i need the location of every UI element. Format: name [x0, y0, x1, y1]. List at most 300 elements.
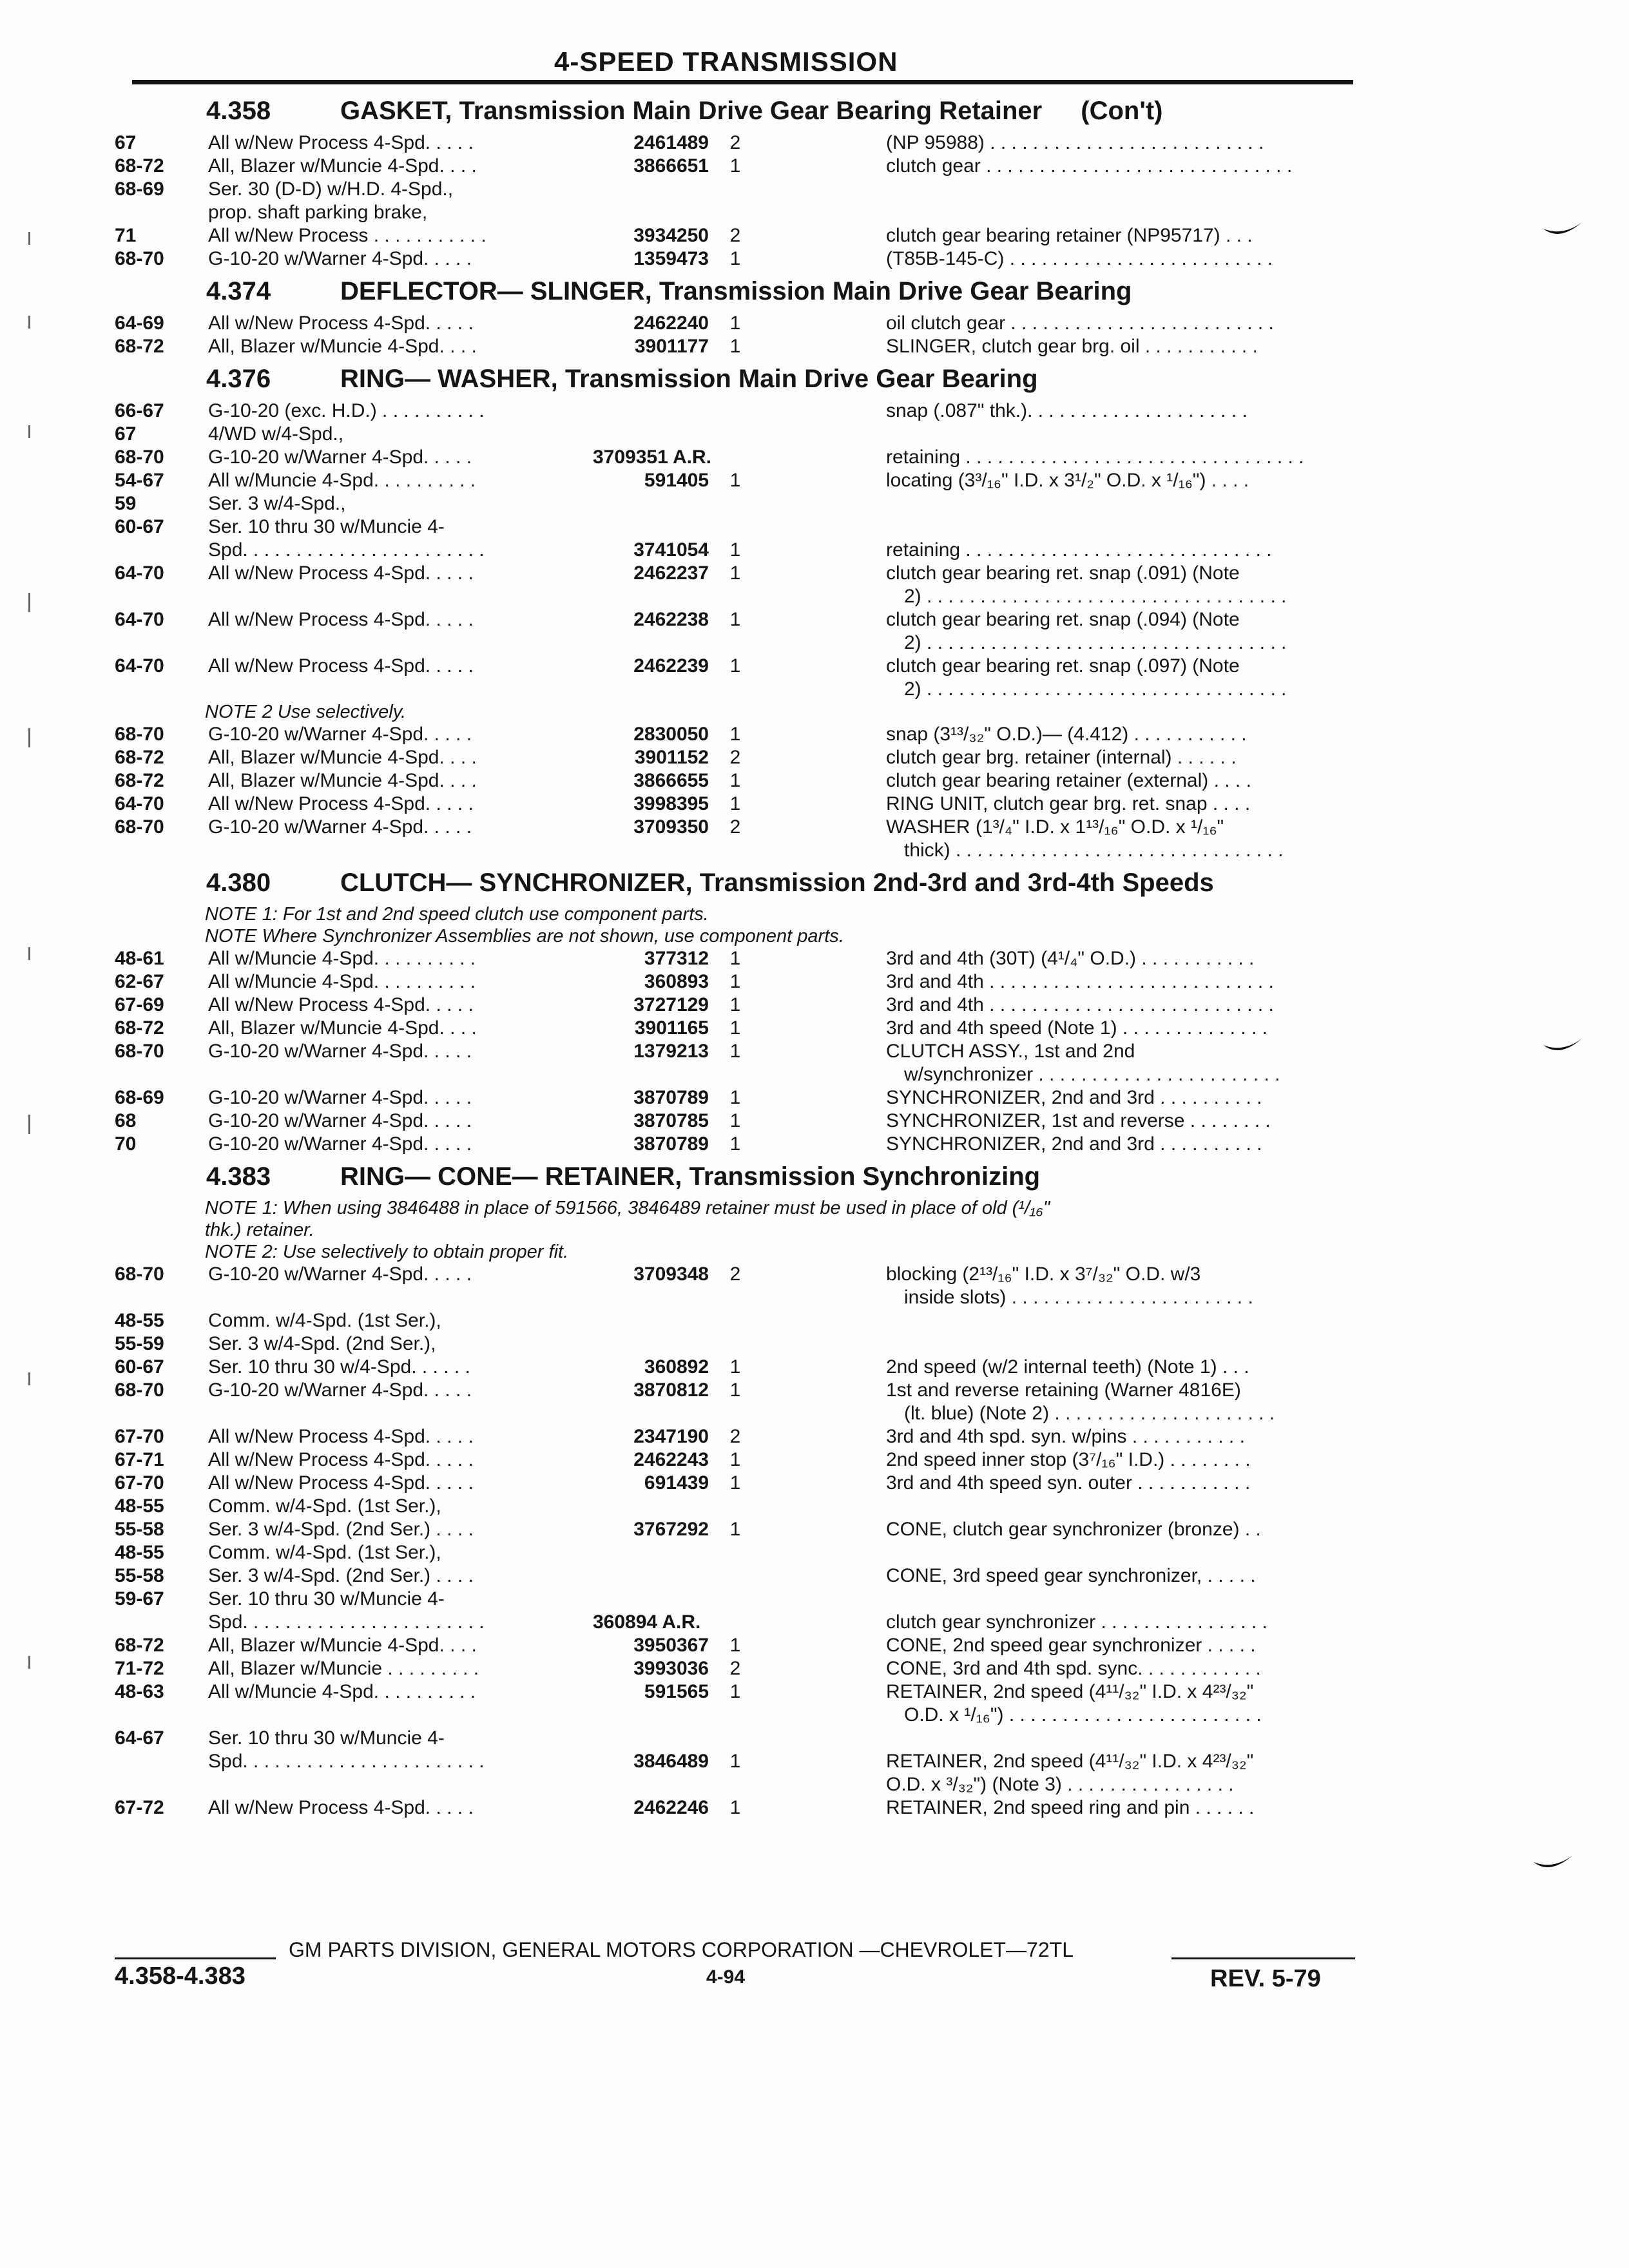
quantity: 1: [729, 1356, 741, 1378]
description: [886, 312, 1353, 335]
table-row: [115, 224, 1358, 247]
table-row: [115, 1448, 1358, 1472]
table-row: [115, 1332, 1358, 1356]
table-row: [115, 1133, 1358, 1156]
model-years: 55-58: [115, 1565, 164, 1586]
quantity: 1: [729, 1635, 741, 1656]
part-number: 691439: [644, 1472, 709, 1494]
application-line: Ser. 30 (D-D) w/H.D. 4-Spd.,: [208, 178, 454, 200]
table-row: [115, 515, 1358, 539]
margin-check-mark: [1543, 1039, 1582, 1057]
table-row: [115, 655, 1358, 701]
part-number: 3870785: [633, 1110, 709, 1131]
model-years: 68-70: [115, 1041, 164, 1062]
model-years: 68-69: [115, 1087, 164, 1108]
description-line: thick) . . . . . . . . . . . . . . . . . . . . . . . . . . . . . . .: [904, 840, 1284, 861]
model-years: 68-70: [115, 724, 164, 745]
section-title-text: RING— WASHER, Transmission Main Drive Gear Bearing: [340, 365, 1038, 393]
table-row: [115, 1634, 1358, 1657]
table-row: [115, 1379, 1358, 1425]
quantity: 1: [729, 994, 741, 1015]
description-line: clutch gear . . . . . . . . . . . . . . . . . . . . . . . . . . . . .: [886, 155, 1293, 177]
description: [886, 1472, 1353, 1495]
application-line: G-10-20 w/Warner 4-Spd. . . . .: [208, 1133, 472, 1155]
application-line: All, Blazer w/Muncie 4-Spd. . . .: [208, 1635, 477, 1656]
description-line: retaining . . . . . . . . . . . . . . . . . . . . . . . . . . . . . . . .: [886, 447, 1304, 468]
model-years: 54-67: [115, 470, 164, 491]
application-line: G-10-20 w/Warner 4-Spd. . . . .: [208, 1087, 472, 1108]
quantity: 1: [729, 770, 741, 791]
footer-rule-right: [1171, 1957, 1355, 1959]
quantity: 1: [729, 793, 741, 814]
table-row: [115, 793, 1358, 816]
model-years: 68-70: [115, 447, 164, 468]
section-note: NOTE 1: For 1st and 2nd speed clutch use component parts.: [205, 904, 709, 925]
model-years: 70: [115, 1133, 137, 1155]
description-line: CONE, 3rd and 4th spd. sync. . . . . . . . . . . .: [886, 1658, 1261, 1679]
part-number: 2347190: [633, 1426, 709, 1447]
description-line: 2) . . . . . . . . . . . . . . . . . . . . . . . . . . . . . . . . . .: [904, 586, 1287, 607]
application-line: All w/Muncie 4-Spd. . . . . . . . . .: [208, 470, 476, 491]
description: [886, 1356, 1353, 1379]
part-number: 3993036: [633, 1658, 709, 1679]
part-number: 360892: [644, 1356, 709, 1378]
application-line: All w/New Process 4-Spd. . . . .: [208, 1472, 474, 1494]
description: [886, 793, 1353, 816]
model-years: 67-70: [115, 1426, 164, 1447]
description: [886, 1133, 1353, 1156]
description: [886, 816, 1353, 862]
application-line: All, Blazer w/Muncie 4-Spd. . . .: [208, 747, 477, 768]
application-line: All w/New Process 4-Spd. . . . .: [208, 562, 474, 584]
description-line: clutch gear bearing ret. snap (.097) (Note: [886, 655, 1240, 677]
description: [886, 608, 1353, 655]
scan-mark: [28, 947, 30, 960]
application-line: Spd. . . . . . . . . . . . . . . . . . . . . . .: [208, 1751, 485, 1772]
part-number: 3846489: [633, 1751, 709, 1772]
quantity: 1: [729, 1751, 741, 1772]
description: [886, 562, 1353, 608]
section-heading: [115, 271, 1358, 312]
table-row: [115, 1017, 1358, 1040]
model-years: 59-67: [115, 1588, 164, 1610]
application: [208, 1332, 675, 1356]
table-row: [115, 608, 1358, 655]
quantity: 1: [729, 1087, 741, 1108]
description-line: CONE, 2nd speed gear synchronizer . . . . .: [886, 1635, 1256, 1656]
application-line: G-10-20 w/Warner 4-Spd. . . . .: [208, 447, 472, 468]
application-line: All, Blazer w/Muncie 4-Spd. . . .: [208, 770, 477, 791]
footer-revision: REV. 5-79: [1210, 1965, 1321, 1992]
application-line: All w/Muncie 4-Spd. . . . . . . . . .: [208, 971, 476, 992]
description-line: CONE, 3rd speed gear synchronizer, . . . . .: [886, 1565, 1256, 1586]
description-line: 2) . . . . . . . . . . . . . . . . . . . . . . . . . . . . . . . . . .: [904, 678, 1287, 700]
part-number: 3901165: [634, 1017, 709, 1039]
description: [886, 655, 1353, 701]
model-years: 60-67: [115, 1356, 164, 1378]
application-line: G-10-20 (exc. H.D.) . . . . . . . . . .: [208, 400, 485, 421]
part-number: 3866655: [633, 770, 709, 791]
description-line: clutch gear bearing retainer (NP95717) . . .: [886, 225, 1253, 246]
quantity: 1: [729, 155, 741, 177]
description: [886, 469, 1353, 492]
quantity: 1: [729, 1379, 741, 1401]
quantity: 1: [729, 655, 741, 677]
table-row: [115, 1309, 1358, 1332]
description: [886, 1611, 1353, 1634]
model-years: 64-70: [115, 655, 164, 677]
description-line: clutch gear bearing retainer (external) . . . .: [886, 770, 1251, 791]
table-row: [115, 1657, 1358, 1680]
model-years: 68-72: [115, 770, 164, 791]
description: [886, 1040, 1353, 1086]
quantity: 1: [729, 1472, 741, 1494]
part-number: 3709350: [633, 816, 709, 838]
description: [886, 1448, 1353, 1472]
quantity: 2: [729, 132, 741, 153]
table-row: [115, 1495, 1358, 1518]
scan-mark: [28, 232, 30, 245]
table-row: [115, 994, 1358, 1017]
model-years: 67: [115, 132, 137, 153]
header-rule: [132, 80, 1353, 84]
description-line: CLUTCH ASSY., 1st and 2nd: [886, 1041, 1135, 1062]
section-heading: [115, 358, 1358, 399]
section-title: [340, 862, 1214, 903]
description: [886, 1727, 1353, 1796]
model-years: 68-72: [115, 155, 164, 177]
section-title-text: DEFLECTOR— SLINGER, Transmission Main Drive Gear Bearing: [340, 277, 1132, 305]
catalog-section: [115, 271, 1358, 358]
table-row: [115, 312, 1358, 335]
page-title: 4-SPEED TRANSMISSION: [554, 46, 898, 77]
part-number: 1379213: [633, 1041, 709, 1062]
footer-rule-left: [115, 1957, 276, 1959]
section-title: [340, 90, 1162, 131]
application-line: All, Blazer w/Muncie . . . . . . . . .: [208, 1658, 479, 1679]
part-number: 3741054: [633, 539, 709, 561]
section-note: NOTE Where Synchronizer Assemblies are not shown, use component parts.: [205, 926, 844, 947]
description-line: 1st and reverse retaining (Warner 4816E): [886, 1379, 1241, 1401]
description: [886, 994, 1353, 1017]
table-row: [115, 1263, 1358, 1309]
section-continued: (Con't): [1081, 97, 1163, 125]
description-line: SYNCHRONIZER, 1st and reverse . . . . . . . .: [886, 1110, 1271, 1131]
description: [886, 335, 1353, 358]
section-note: NOTE 2: Use selectively to obtain proper fit.: [205, 1242, 569, 1262]
description: [886, 155, 1353, 178]
application-line: All w/New Process 4-Spd. . . . .: [208, 1797, 474, 1818]
table-row: [115, 178, 1358, 224]
application-line: All w/New Process 4-Spd. . . . .: [208, 994, 474, 1015]
quantity: 1: [729, 562, 741, 584]
description-line: blocking (2¹³/₁₆" I.D. x 3⁷/₃₂" O.D. w/3: [886, 1264, 1201, 1285]
table-row: [115, 247, 1358, 271]
catalog-section: [115, 1156, 1358, 1820]
description-line: 3rd and 4th (30T) (4¹/₄" O.D.) . . . . . . . . . . .: [886, 948, 1255, 969]
part-number: 2462243: [633, 1449, 709, 1470]
model-years: 64-70: [115, 562, 164, 584]
footer-page-number: 4-94: [706, 1966, 746, 1988]
section-title: [340, 271, 1132, 312]
model-years: 48-55: [115, 1542, 164, 1563]
model-years: 68-70: [115, 816, 164, 838]
application-line: Ser. 10 thru 30 w/Muncie 4-: [208, 1588, 445, 1610]
model-years: 68-69: [115, 178, 164, 200]
description: [886, 970, 1353, 994]
catalog-section: [115, 90, 1358, 271]
part-number: 2462246: [633, 1797, 709, 1818]
table-row: [115, 1588, 1358, 1611]
description-line: 3rd and 4th speed syn. outer . . . . . . . . . . .: [886, 1472, 1251, 1494]
description-line: 3rd and 4th . . . . . . . . . . . . . . . . . . . . . . . . . . .: [886, 971, 1274, 992]
application-line: Ser. 10 thru 30 w/4-Spd. . . . . .: [208, 1356, 470, 1378]
model-years: 64-69: [115, 312, 164, 334]
section-number: 4.374: [206, 277, 271, 305]
table-row: [115, 746, 1358, 769]
table-row: [115, 335, 1358, 358]
footer-section-range: 4.358-4.383: [115, 1963, 246, 1990]
description: [886, 1564, 1353, 1588]
description-line: inside slots) . . . . . . . . . . . . . . . . . . . . . . .: [904, 1287, 1253, 1308]
application: [208, 1588, 675, 1611]
description: [886, 1657, 1353, 1680]
part-number: 3709348: [633, 1264, 709, 1285]
table-row: [115, 1564, 1358, 1588]
scan-mark: [28, 1115, 30, 1134]
model-years: 68-72: [115, 1017, 164, 1039]
description: [886, 1263, 1353, 1309]
quantity: 1: [729, 539, 741, 561]
scan-mark: [28, 316, 30, 329]
description-line: 2) . . . . . . . . . . . . . . . . . . . . . . . . . . . . . . . . . .: [904, 632, 1287, 653]
description-line: (T85B-145-C) . . . . . . . . . . . . . . . . . . . . . . . . .: [886, 248, 1273, 269]
quantity: 1: [729, 1449, 741, 1470]
part-number: 2462239: [633, 655, 709, 677]
table-row: [115, 1680, 1358, 1727]
description-line: RETAINER, 2nd speed ring and pin . . . . . .: [886, 1797, 1255, 1818]
part-number: 377312: [644, 948, 709, 969]
table-row: [115, 1796, 1358, 1820]
quantity: 1: [729, 312, 741, 334]
description-line: CONE, clutch gear synchronizer (bronze) . .: [886, 1519, 1261, 1540]
model-years: 48-55: [115, 1310, 164, 1331]
margin-check-mark: [1543, 222, 1582, 240]
description: [886, 746, 1353, 769]
section-number: 4.380: [206, 869, 271, 897]
section-title-text: RING— CONE— RETAINER, Transmission Synchronizing: [340, 1162, 1041, 1191]
model-years: 67-71: [115, 1449, 164, 1470]
application: [208, 1495, 675, 1518]
description-line: (lt. blue) (Note 2) . . . . . . . . . . . . . . . . . . . . .: [904, 1403, 1275, 1424]
quantity: 1: [729, 1041, 741, 1062]
application-line: All, Blazer w/Muncie 4-Spd. . . .: [208, 1017, 477, 1039]
quantity: 1: [729, 1519, 741, 1540]
model-years: 64-70: [115, 793, 164, 814]
table-row: [115, 469, 1358, 492]
application-line: G-10-20 w/Warner 4-Spd. . . . .: [208, 724, 472, 745]
model-years: 55-59: [115, 1333, 164, 1354]
model-years: 68-70: [115, 1264, 164, 1285]
model-years: 67: [115, 423, 137, 445]
description-line: retaining . . . . . . . . . . . . . . . . . . . . . . . . . . . . .: [886, 539, 1272, 561]
description-line: snap (3¹³/₃₂" O.D.)— (4.412) . . . . . . . . . . .: [886, 724, 1247, 745]
application-line: Ser. 10 thru 30 w/Muncie 4-: [208, 1727, 445, 1749]
description: [886, 224, 1353, 247]
description-line: SLINGER, clutch gear brg. oil . . . . . . . . . . .: [886, 336, 1258, 357]
model-years: 48-55: [115, 1495, 164, 1517]
quantity: 2: [729, 816, 741, 838]
application-line: Ser. 3 w/4-Spd. (2nd Ser.),: [208, 1333, 436, 1354]
row-note: NOTE 2 Use selectively.: [205, 702, 407, 722]
model-years: 71-72: [115, 1658, 164, 1679]
description: [886, 539, 1353, 562]
description-line: RETAINER, 2nd speed (4¹¹/₃₂" I.D. x 4²³/₃₂": [886, 1751, 1254, 1772]
model-years: 64-67: [115, 1727, 164, 1749]
part-number: 3870789: [633, 1087, 709, 1108]
quantity: 2: [729, 1426, 741, 1447]
section-note: NOTE 1: When using 3846488 in place of 591566, 3846489 retainer must be used in place of old (¹/₁₆": [205, 1198, 1050, 1218]
description-line: O.D. x ³/₃₂") (Note 3) . . . . . . . . . . . . . . . .: [886, 1774, 1234, 1795]
application-line: All w/New Process 4-Spd. . . . .: [208, 132, 474, 153]
part-number: 591405: [644, 470, 709, 491]
description-line: 3rd and 4th . . . . . . . . . . . . . . . . . . . . . . . . . . .: [886, 994, 1274, 1015]
description: [886, 1017, 1353, 1040]
description-line: clutch gear bearing ret. snap (.091) (Note: [886, 562, 1240, 584]
section-heading: [115, 1156, 1358, 1197]
model-years: 64-70: [115, 609, 164, 630]
description: [886, 1796, 1353, 1820]
part-number: 3727129: [633, 994, 709, 1015]
description: [886, 1680, 1353, 1727]
table-row: [115, 1472, 1358, 1495]
description: [886, 769, 1353, 793]
application-line: Comm. w/4-Spd. (1st Ser.),: [208, 1495, 441, 1517]
quantity: 1: [729, 1017, 741, 1039]
description: [886, 1634, 1353, 1657]
application-line: G-10-20 w/Warner 4-Spd. . . . .: [208, 1264, 472, 1285]
application-line: G-10-20 w/Warner 4-Spd. . . . .: [208, 1379, 472, 1401]
description-line: WASHER (1³/₄" I.D. x 1¹³/₁₆" O.D. x ¹/₁₆": [886, 816, 1224, 838]
model-years: 71: [115, 225, 137, 246]
quantity: 1: [729, 971, 741, 992]
description-line: 2nd speed (w/2 internal teeth) (Note 1) . . .: [886, 1356, 1249, 1378]
application: [208, 399, 675, 423]
application: [208, 515, 675, 539]
part-number: 591565: [644, 1681, 709, 1702]
description-line: 3rd and 4th speed (Note 1) . . . . . . . . . . . . . .: [886, 1017, 1268, 1039]
quantity: 1: [729, 470, 741, 491]
scan-mark: [28, 1656, 30, 1669]
scan-mark: [28, 593, 30, 612]
application-line: G-10-20 w/Warner 4-Spd. . . . .: [208, 816, 472, 838]
part-number: 3866651: [633, 155, 709, 177]
description-line: [886, 1727, 1353, 1750]
scan-mark: [28, 728, 30, 747]
quantity: 1: [729, 1681, 741, 1702]
description: [886, 1518, 1353, 1541]
application-line: Spd. . . . . . . . . . . . . . . . . . . . . . .: [208, 539, 485, 561]
table-row: [115, 155, 1358, 178]
part-number: 2830050: [633, 724, 709, 745]
quantity: 1: [729, 609, 741, 630]
application-line: All w/New Process 4-Spd. . . . .: [208, 609, 474, 630]
description-line: 2nd speed inner stop (3⁷/₁₆" I.D.) . . . . . . . .: [886, 1449, 1251, 1470]
description-line: SYNCHRONIZER, 2nd and 3rd . . . . . . . . . .: [886, 1133, 1262, 1155]
table-row: [115, 131, 1358, 155]
quantity: 1: [729, 336, 741, 357]
description-line: O.D. x ¹/₁₆") . . . . . . . . . . . . . . . . . . . . . . . .: [904, 1704, 1262, 1725]
model-years: 67-72: [115, 1797, 164, 1818]
table-row: [115, 399, 1358, 423]
table-row: [115, 446, 1358, 469]
section-number: 4.376: [206, 365, 271, 393]
application-line: All w/New Process 4-Spd. . . . .: [208, 312, 474, 334]
table-row: [115, 539, 1358, 562]
application-line: 4/WD w/4-Spd.,: [208, 423, 344, 445]
scan-mark: [28, 425, 30, 438]
table-row: [115, 1518, 1358, 1541]
application-line: G-10-20 w/Warner 4-Spd. . . . .: [208, 1041, 472, 1062]
application-line: Ser. 10 thru 30 w/Muncie 4-: [208, 516, 445, 537]
model-years: 59: [115, 493, 137, 514]
table-row: [115, 947, 1358, 970]
description-line: 3rd and 4th spd. syn. w/pins . . . . . . . . . . .: [886, 1426, 1245, 1447]
model-years: 55-58: [115, 1519, 164, 1540]
application-line: G-10-20 w/Warner 4-Spd. . . . .: [208, 1110, 472, 1131]
part-number: 3901177: [634, 336, 709, 357]
description: [886, 947, 1353, 970]
application: [208, 492, 675, 515]
table-row: [115, 1727, 1358, 1796]
part-number: 1359473: [633, 248, 709, 269]
section-heading: [115, 90, 1358, 131]
quantity: 1: [729, 1110, 741, 1131]
section-title-text: CLUTCH— SYNCHRONIZER, Transmission 2nd-3rd and 3rd-4th Speeds: [340, 869, 1214, 897]
quantity: 1: [729, 1797, 741, 1818]
part-number: 3934250: [633, 225, 709, 246]
section-number: 4.383: [206, 1162, 271, 1191]
application-line: Ser. 3 w/4-Spd. (2nd Ser.) . . . .: [208, 1519, 474, 1540]
model-years: 62-67: [115, 971, 164, 992]
description-line: oil clutch gear . . . . . . . . . . . . . . . . . . . . . . . . .: [886, 312, 1274, 334]
application-line: All, Blazer w/Muncie 4-Spd. . . .: [208, 155, 477, 177]
part-number: 3998395: [633, 793, 709, 814]
section-title: [340, 358, 1038, 399]
part-number: 2462240: [633, 312, 709, 334]
quantity: 2: [729, 1658, 741, 1679]
description-line: snap (.087" thk.). . . . . . . . . . . . . . . . . . . . .: [886, 400, 1248, 421]
description: [886, 399, 1353, 423]
application-line: Ser. 3 w/4-Spd. (2nd Ser.) . . . .: [208, 1565, 474, 1586]
quantity: 1: [729, 1133, 741, 1155]
quantity: 2: [729, 225, 741, 246]
table-row: [115, 1086, 1358, 1110]
model-years: 68-70: [115, 248, 164, 269]
model-years: 68-72: [115, 1635, 164, 1656]
application-line: Comm. w/4-Spd. (1st Ser.),: [208, 1310, 441, 1331]
footer-publisher: GM PARTS DIVISION, GENERAL MOTORS CORPORATION —CHEVROLET—72TL: [289, 1938, 1074, 1961]
page-footer: [115, 1938, 1355, 2015]
application-line: All w/New Process 4-Spd. . . . .: [208, 1449, 474, 1470]
table-row: [115, 423, 1358, 446]
description-line: clutch gear brg. retainer (internal) . . . . . .: [886, 747, 1237, 768]
quantity: 2: [729, 1264, 741, 1285]
section-note: thk.) retainer.: [205, 1220, 314, 1240]
part-number: 2462237: [633, 562, 709, 584]
table-row: [115, 970, 1358, 994]
description-line: clutch gear bearing ret. snap (.094) (Note: [886, 609, 1240, 630]
